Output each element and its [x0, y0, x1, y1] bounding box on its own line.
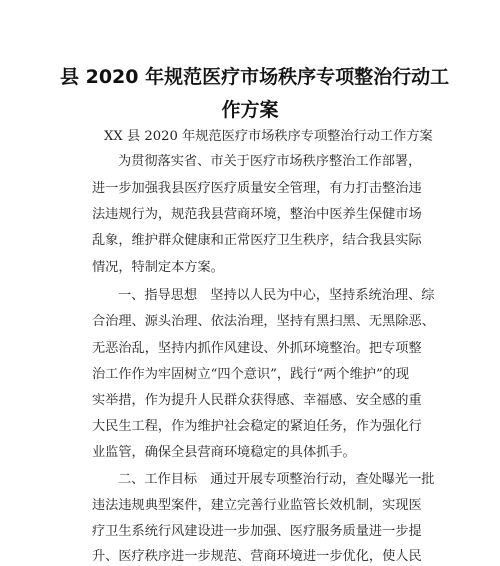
document-title-line-2: 作方案 [221, 99, 279, 121]
paragraph-line: 业监管，确保全县营商环境稳定的具体抓手。 [92, 445, 356, 460]
paragraph-line: 情况，特制定本方案。 [92, 260, 224, 275]
paragraph-line: 实举措，作为提升人民群众获得感、幸福感、安全感的重 [92, 393, 422, 408]
paragraph-line: 大民生工程，作为维护社会稳定的紧迫任务，作为强化行 [92, 419, 422, 434]
paragraph-line: 无恶治乱，坚持内抓作风建设、外抓环境整治。把专项整 [92, 341, 422, 356]
paragraph-line: 进一步加强我县医疗医疗质量安全管理，有力打击整治违 [92, 181, 422, 196]
paragraph-line: 违法违规典型案件，建立完善行业监管长效机制，实现医 [92, 498, 422, 513]
paragraph-line: 法违规行为，规范我县营商环境，整治中医养生保健市场 [92, 207, 422, 222]
section-heading-work-goals: 二、工作目标 通过开展专项整治行动，查处曝光一批 [118, 472, 435, 487]
paragraph-line: 乱象，维护群众健康和正常医疗卫生秩序，结合我县实际 [92, 233, 422, 248]
document-title-line-1: 县 2020 年规范医疗市场秩序专项整治行动工 [60, 66, 450, 88]
paragraph-line: 为贯彻落实省、市关于医疗市场秩序整治工作部署， [118, 154, 422, 169]
document-subtitle: XX 县 2020 年规范医疗市场秩序专项整治行动工作方案 [104, 129, 433, 144]
paragraph-line: 合治理、源头治理、依法治理，坚持有黑扫黑、无黑除恶、 [92, 314, 435, 329]
paragraph-line: 升、医疗秩序进一步规范、营商环境进一步优化，使人民 [92, 549, 422, 564]
paragraph-line: 疗卫生系统行风建设进一步加强、医疗服务质量进一步提 [92, 524, 422, 539]
section-heading-guiding-ideology: 一、指导思想 坚持以人民为中心，坚持系统治理、综 [118, 288, 435, 303]
paragraph-line: 治工作作为牢固树立“四个意识”，践行“两个维护”的现 [92, 367, 410, 382]
